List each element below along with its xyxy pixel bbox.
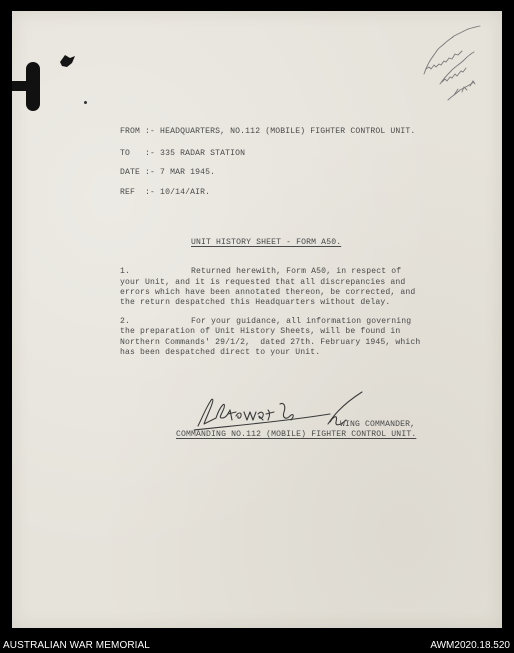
paragraph-2-line-1: For your guidance, all information governing	[191, 317, 412, 326]
paragraph-1-line-4: the return despatched this Headquarters without delay.	[120, 298, 391, 307]
document-heading: UNIT HISTORY SHEET - FORM A50.	[191, 238, 342, 247]
paragraph-2-line-2: the preparation of Unit History Sheets, will be found in	[120, 327, 401, 336]
punch-hole-icon	[58, 53, 76, 69]
signatory-command: COMMANDING NO.112 (MOBILE) FIGHTER CONTROL UNIT.	[176, 430, 417, 439]
institution-credit: AUSTRALIAN WAR MEMORIAL	[3, 640, 150, 651]
paragraph-1-line-3: errors which have been annotated thereon, be corrected, and	[120, 288, 416, 297]
paragraph-2-number: 2.	[120, 317, 131, 326]
handwritten-annotation	[418, 22, 490, 112]
binder-clip-icon	[12, 62, 42, 111]
paragraph-1-line-2: your Unit, and it is requested that all discrepancies and	[120, 278, 406, 287]
paragraph-2-line-3: Northern Commands' 29/1/2, dated 27th. February 1945, which	[120, 338, 421, 347]
signatory-rank: WING COMMANDER,	[340, 420, 416, 429]
paragraph-1-number: 1.	[120, 267, 131, 276]
reference-line: REF :- 10/14/AIR.	[120, 188, 211, 197]
paragraph-1-line-1: Returned herewith, Form A50, in respect of	[191, 267, 402, 276]
paragraph-2-line-4: has been despatched direct to your Unit.	[120, 348, 321, 357]
paper-speck	[84, 101, 87, 104]
date-line: DATE :- 7 MAR 1945.	[120, 168, 216, 177]
to-line: TO :- 335 RADAR STATION	[120, 149, 246, 158]
accession-number: AWM2020.18.520	[430, 640, 510, 651]
from-line: FROM :- HEADQUARTERS, NO.112 (MOBILE) FIGHTER CONTROL UNIT.	[120, 127, 416, 136]
